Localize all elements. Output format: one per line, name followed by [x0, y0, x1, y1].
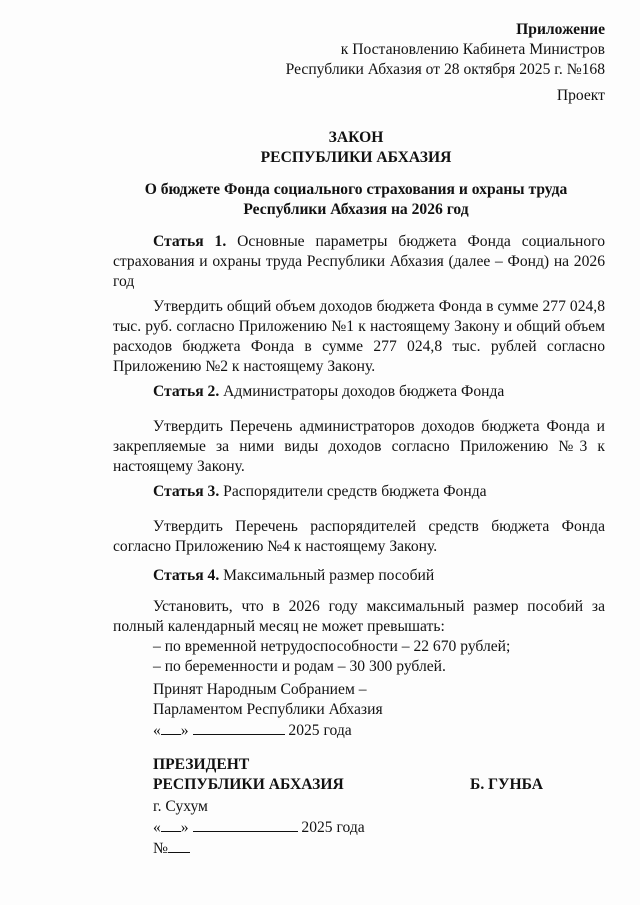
benefit-item-maternity: – по беременности и родам – 30 300 рублей. — [153, 658, 446, 675]
article-2-label: Статья 2. — [153, 383, 220, 400]
article-4-body — [113, 597, 605, 677]
adoption-note — [153, 680, 453, 741]
law-subject-line-2: Республики Абхазия на 2026 год — [243, 201, 469, 218]
day-blank — [161, 720, 181, 735]
article-1-body — [113, 297, 605, 377]
draft-text: Проект — [556, 87, 605, 104]
law-subject — [100, 180, 612, 220]
article-1-heading — [113, 232, 605, 292]
signatory-title-line-1: ПРЕЗИДЕНТ — [153, 756, 250, 773]
law-title-line-2: РЕСПУБЛИКИ АБХАЗИЯ — [260, 149, 452, 166]
article-3-text: Утвердить Перечень распорядителей средств бюджета Фонда согласно Приложению №4 к настоящему Закону. — [113, 518, 605, 555]
article-4-heading — [113, 566, 605, 586]
law-title — [100, 128, 612, 168]
law-subject-line-1: О бюджете Фонда социального страхования и охраны труда — [144, 181, 568, 198]
place-and-date — [153, 797, 453, 859]
month-blank — [193, 817, 298, 832]
adoption-date — [153, 720, 453, 741]
signature-block — [153, 755, 543, 795]
article-1-text: Утвердить общий объем доходов бюджета Фонда в сумме 277 024,8 тыс. руб. согласно Приложению №1 к настоящему Закону и общий объем расходов бюджета Фонда в сумме 277 024,8 тыс. рублей согласно Приложению №2 к настоящему Закону. — [113, 298, 605, 375]
signing-year: 2025 года — [301, 819, 365, 836]
article-3-label: Статья 3. — [153, 483, 220, 500]
quote-close: » — [180, 819, 189, 836]
quote-close: » — [180, 722, 189, 739]
article-3-heading — [113, 482, 605, 502]
article-2-text: Утвердить Перечень администраторов доходов бюджета Фонда и закрепляемые за ними виды доходов согласно Приложению №3 к настоящему Закону. — [113, 418, 605, 475]
signing-date — [153, 817, 453, 838]
article-4-title: Максимальный размер пособий — [223, 567, 435, 584]
annex-header — [200, 20, 605, 80]
city: г. Сухум — [153, 798, 208, 815]
annex-line-2: Республики Абхазия от 28 октября 2025 г. №168 — [285, 61, 605, 78]
article-4-label: Статья 4. — [153, 567, 220, 584]
signatory-title-line-2: РЕСПУБЛИКИ АБХАЗИЯ — [153, 776, 344, 793]
annex-line-1: к Постановлению Кабинета Министров — [340, 41, 605, 58]
document-number — [153, 838, 453, 859]
article-4-text: Установить, что в 2026 году максимальный размер пособий за полный календарный месяц не может превышать: — [113, 598, 605, 635]
number-label: № — [153, 840, 168, 857]
article-3-body — [113, 517, 605, 557]
adoption-line-2: Парламентом Республики Абхазия — [153, 701, 383, 718]
draft-label — [400, 86, 605, 106]
article-3-title: Распорядители средств бюджета Фонда — [223, 483, 487, 500]
article-1-title: Основные параметры бюджета Фонда социального страхования и охраны труда Республики Абхазия (далее – Фонд) на 2026 год — [113, 233, 605, 290]
day-blank — [161, 817, 181, 832]
quote-open: « — [153, 819, 161, 836]
law-title-line-1: ЗАКОН — [328, 129, 384, 146]
article-2-heading — [113, 382, 605, 402]
benefit-item-sick-leave: – по временной нетрудоспособности – 22 670 рублей; — [153, 638, 511, 655]
signatory-name: Б. ГУНБА — [470, 776, 543, 793]
article-2-title: Администраторы доходов бюджета Фонда — [223, 383, 505, 400]
number-blank — [168, 838, 190, 853]
quote-open: « — [153, 722, 161, 739]
annex-label: Приложение — [516, 21, 605, 38]
article-1-label: Статья 1. — [153, 233, 227, 250]
adoption-year: 2025 года — [288, 722, 352, 739]
adoption-line-1: Принят Народным Собранием – — [153, 681, 367, 698]
month-blank — [193, 720, 285, 735]
article-2-body — [113, 417, 605, 477]
